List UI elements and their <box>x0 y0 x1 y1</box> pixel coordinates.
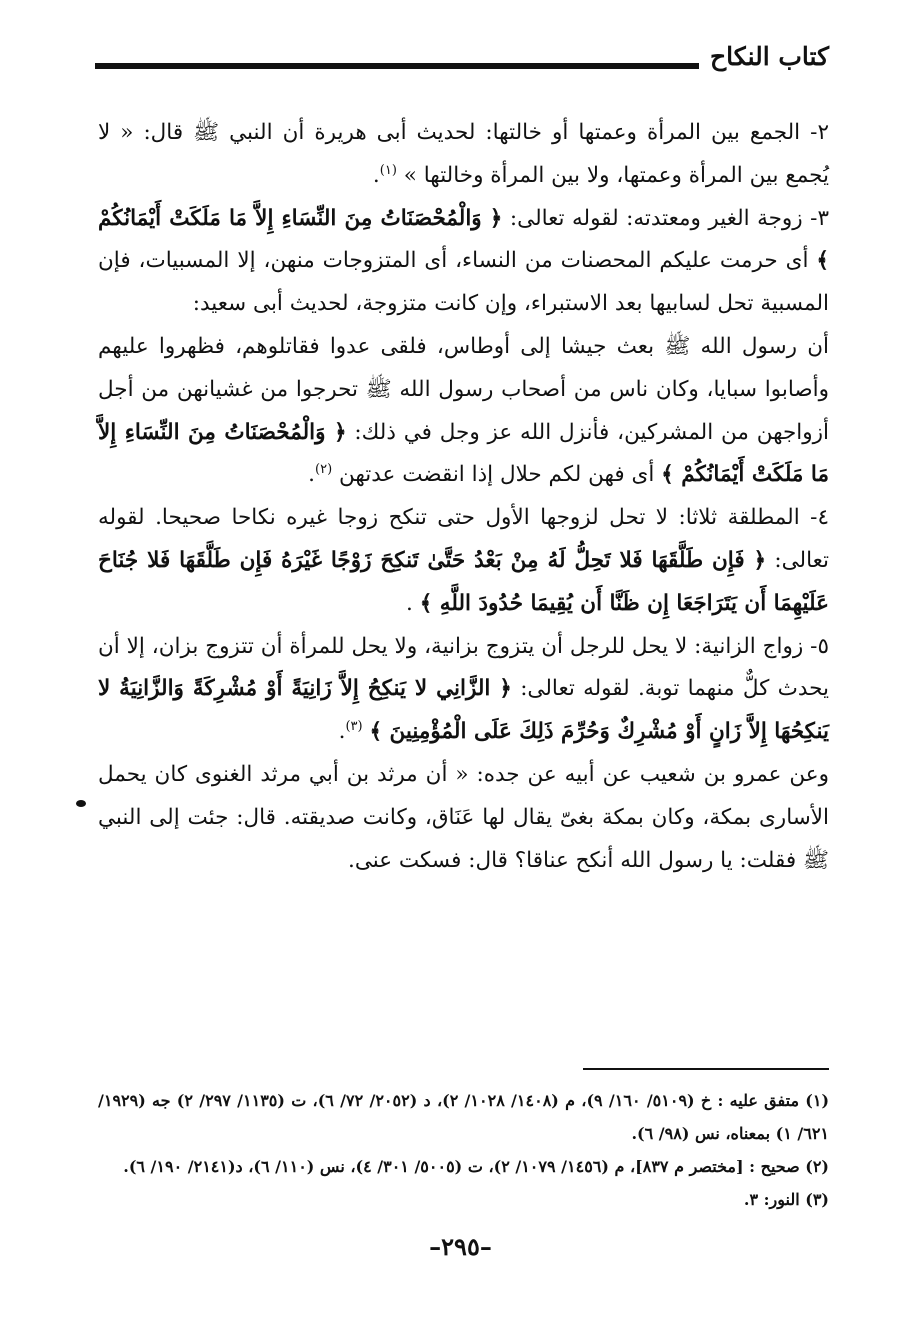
footnote-3: (٣) النور: ٣. <box>743 1190 829 1209</box>
footnote-ref-2: (٢) <box>315 462 333 478</box>
page-number: –٢٩٥– <box>429 1232 492 1261</box>
margin-dot <box>76 800 86 807</box>
footnote-1: (١) متفق عليه : خ (٥١٠٩/ ١٦٠/ ٩)، م (١٤٠٨/ ١٠٢٨/ ٢)، د (٢٠٥٢/ ٧٢/ ٦)، ت (١١٣٥/ ٢٩٧/ ٢) جه (١٩٢٩/ ٦٢١/ ١) بمعناه، نس (٩٨/ ٦). <box>98 1091 830 1143</box>
chapter-title: كتاب النكاح <box>710 42 829 71</box>
page-header <box>95 38 829 82</box>
footnote-2: (٢) صحيح : [مختصر م ٨٣٧]، م (١٤٥٦/ ١٠٧٩/ ٢)، ت (٥٠٠٥/ ٣٠١/ ٤)، نس (١١٠/ ٦)، د(٢١٤١/ ١٩٠/ ٦). <box>123 1157 829 1176</box>
quran-verse: ﴿ وَالْمُحْصَنَاتُ مِنَ النِّسَاءِ إِلاَّ مَا مَلَكَتْ أَيْمَانُكُمْ ﴾ <box>98 419 829 488</box>
paragraph-hadith-awtas: أن رسول الله ﷺ بعث جيشا إلى أوطاس، فلقى عدوا فقاتلوهم، فظهروا عليهم وأصابوا سبايا، وكان ناس من أصحاب رسول الله ﷺ تحرجوا من غشيانهن من أجل أزواجهن من المشركين، فأنزل الله عز وجل في ذلك: ﴿ وَالْمُحْصَنَاتُ مِنَ النِّسَاءِ إِلاَّ مَا مَلَكَتْ أَيْمَانُكُمْ ﴾ أى فهن لكم حلال إذا انقضت عدتهن $^{(٢)}$. <box>98 333 829 488</box>
footnote-ref-1: (١) <box>379 162 397 178</box>
paragraph-3: ٣- زوجة الغير ومعتدته: لقوله تعالى: ﴿ وَالْمُحْصَنَاتُ مِنَ النِّسَاءِ إِلاَّ مَا مَلَكَتْ أَيْمَانُكُمْ ﴾ أى حرمت عليكم المحصنات من النساء، أى المتزوجات منهن، إلا المسبيات، فإن المسبية تحل لسابيها بعد الاستبراء، وإن كانت متزوجة، لحديث أبى سعيد: <box>98 205 829 317</box>
paragraph-2: ٢- الجمع بين المرأة وعمتها أو خالتها: لحديث أبى هريرة أن النبي ﷺ قال: « لا يُجمع بين المرأة وعمتها، ولا بين المرأة وخالتها » $^{(١)}$. <box>98 120 829 188</box>
paragraph-5: ٥- زواج الزانية: لا يحل للرجل أن يتزوج بزانية، ولا يحل للمرأة أن تتزوج بزان، إلا أن يحدث كلٌّ منهما توبة. لقوله تعالى: ﴿ الزَّانِي لا يَنكِحُ إِلاَّ زَانِيَةً أَوْ مُشْرِكَةً وَالزَّانِيَةُ لا يَنكِحُهَا إِلاَّ زَانٍ أَوْ مُشْرِكٌ وَحُرِّمَ ذَلِكَ عَلَى الْمُؤْمِنِينَ ﴾ $^{(٣)}$. <box>98 633 830 745</box>
footnote-rule <box>583 1068 829 1070</box>
footnotes <box>98 1084 829 1216</box>
body-text <box>98 112 829 882</box>
paragraph-4: ٤- المطلقة ثلاثا: لا تحل لزوجها الأول حتى تنكح زوجا غيره نكاحا صحيحا. لقوله تعالى: ﴿ فَإِن طَلَّقَهَا فَلا تَحِلُّ لَهُ مِنْ بَعْدُ حَتَّىٰ تَنكِحَ زَوْجًا غَيْرَهُ فَإِن طَلَّقَهَا فَلا جُنَاحَ عَلَيْهِمَا أَن يَتَرَاجَعَا إِن ظَنَّا أَن يُقِيمَا حُدُودَ اللَّهِ ﴾ . <box>98 505 829 616</box>
quran-verse: ﴿ الزَّانِي لا يَنكِحُ إِلاَّ زَانِيَةً أَوْ مُشْرِكَةً وَالزَّانِيَةُ لا يَنكِحُهَا إِلاَّ زَانٍ أَوْ مُشْرِكٌ وَحُرِّمَ ذَلِكَ عَلَى الْمُؤْمِنِينَ ﴾ <box>98 676 829 745</box>
footnote-ref-3: (٣) <box>345 719 363 734</box>
paragraph-hadith-marthad: وعن عمرو بن شعيب عن أبيه عن جده: « أن مرثد بن أبي مرثد الغنوى كان يحمل الأسارى بمكة، وكان بمكة بغىّ يقال لها عَنَاق، وكانت صديقته. قال: جئت إلى النبي ﷺ فقلت: يا رسول الله أنكح عناقا؟ قال: فسكت عنى. <box>98 761 829 873</box>
header-rule <box>95 63 699 69</box>
quran-verse: ﴿ فَإِن طَلَّقَهَا فَلا تَحِلُّ لَهُ مِنْ بَعْدُ حَتَّىٰ تَنكِحَ زَوْجًا غَيْرَهُ فَإِن طَلَّقَهَا فَلا جُنَاحَ عَلَيْهِمَا أَن يَتَرَاجَعَا إِن ظَنَّا أَن يُقِيمَا حُدُودَ اللَّهِ ﴾ <box>98 547 829 616</box>
quran-verse: ﴿ وَالْمُحْصَنَاتُ مِنَ النِّسَاءِ إِلاَّ مَا مَلَكَتْ أَيْمَانُكُمْ ﴾ <box>98 205 829 274</box>
